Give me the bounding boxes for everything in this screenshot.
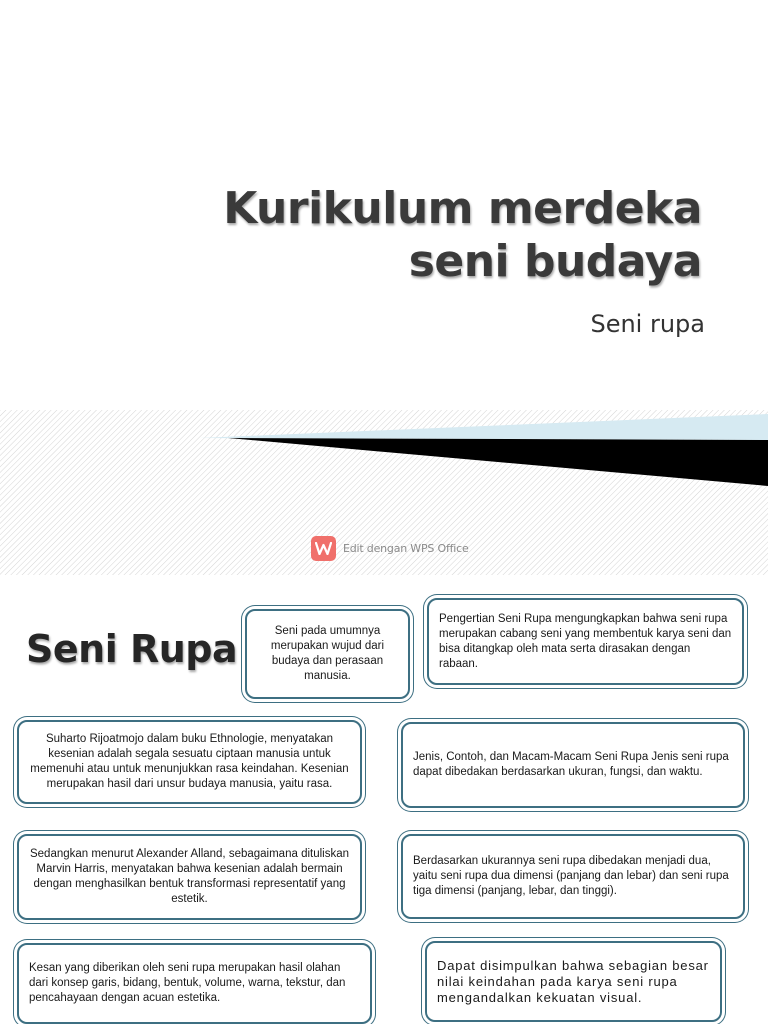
- text-box-jenis: [401, 722, 745, 808]
- text-box-kesan: [17, 943, 372, 1024]
- text-box-kesimpulan: [425, 941, 722, 1022]
- text-box-content: Sedangkan menurut Alexander Alland, sebagaimana dituliskan Marvin Harris, menyatakan bahwa kesenian adalah bermain dengan menghasilkan bentuk transformasi representatif yang estetik.: [29, 848, 350, 905]
- text-box-content: Kesan yang diberikan oleh seni rupa merupakan hasil olahan dari konsep garis, bidang, bentuk, volume, warna, tekstur, dan pencahayaan dengan acuan estetika.: [29, 962, 346, 1004]
- text-box-content: Suharto Rijoatmojo dalam buku Ethnologie, menyatakan kesenian adalah segala sesuatu ciptaan manusia untuk memenuhi atau untuk menunjukkan rasa keindahan. Kesenian merupakan hasil dari unsur budaya manusia, yaitu rasa.: [30, 733, 349, 790]
- text-box-content: Berdasarkan ukurannya seni rupa dibedakan menjadi dua, yaitu seni rupa dua dimensi (panjang dan lebar) dan seni rupa tiga dimensi (panjang, lebar, dan tinggi).: [413, 855, 729, 897]
- content-slide: [0, 575, 768, 1024]
- text-box-content: Dapat disimpulkan bahwa sebagian besar nilai keindahan pada karya seni rupa mengandalkan kekuatan visual.: [437, 957, 709, 1005]
- slide-title-line-2: seni budaya: [408, 236, 702, 287]
- slide-subtitle: Seni rupa: [590, 310, 705, 338]
- text-box-content: Seni pada umumnya merupakan wujud dari budaya dan perasaan manusia.: [270, 625, 385, 682]
- wps-watermark[interactable]: [311, 535, 469, 561]
- text-box-alexander-alland: [17, 834, 362, 920]
- text-box-content: Jenis, Contoh, dan Macam-Macam Seni Rupa Jenis seni rupa dapat dibedakan berdasarkan ukuran, fungsi, dan waktu.: [413, 751, 729, 778]
- wps-logo-icon: [311, 536, 336, 561]
- content-heading: Seni Rupa: [26, 627, 238, 671]
- slide-title: [62, 182, 702, 288]
- text-box-suharto: [17, 720, 362, 804]
- text-box-seni-pada-umumnya: [245, 609, 410, 699]
- text-box-pengertian: [427, 598, 744, 685]
- text-box-berdasarkan-ukuran: [401, 834, 745, 919]
- wps-watermark-text: Edit dengan WPS Office: [343, 541, 469, 555]
- slide-title-line-1: Kurikulum merdeka: [223, 183, 702, 234]
- text-box-content: Pengertian Seni Rupa mengungkapkan bahwa seni rupa merupakan cabang seni yang membentuk karya seni dan bisa ditangkap oleh mata serta dirasakan dengan rabaan.: [439, 612, 732, 670]
